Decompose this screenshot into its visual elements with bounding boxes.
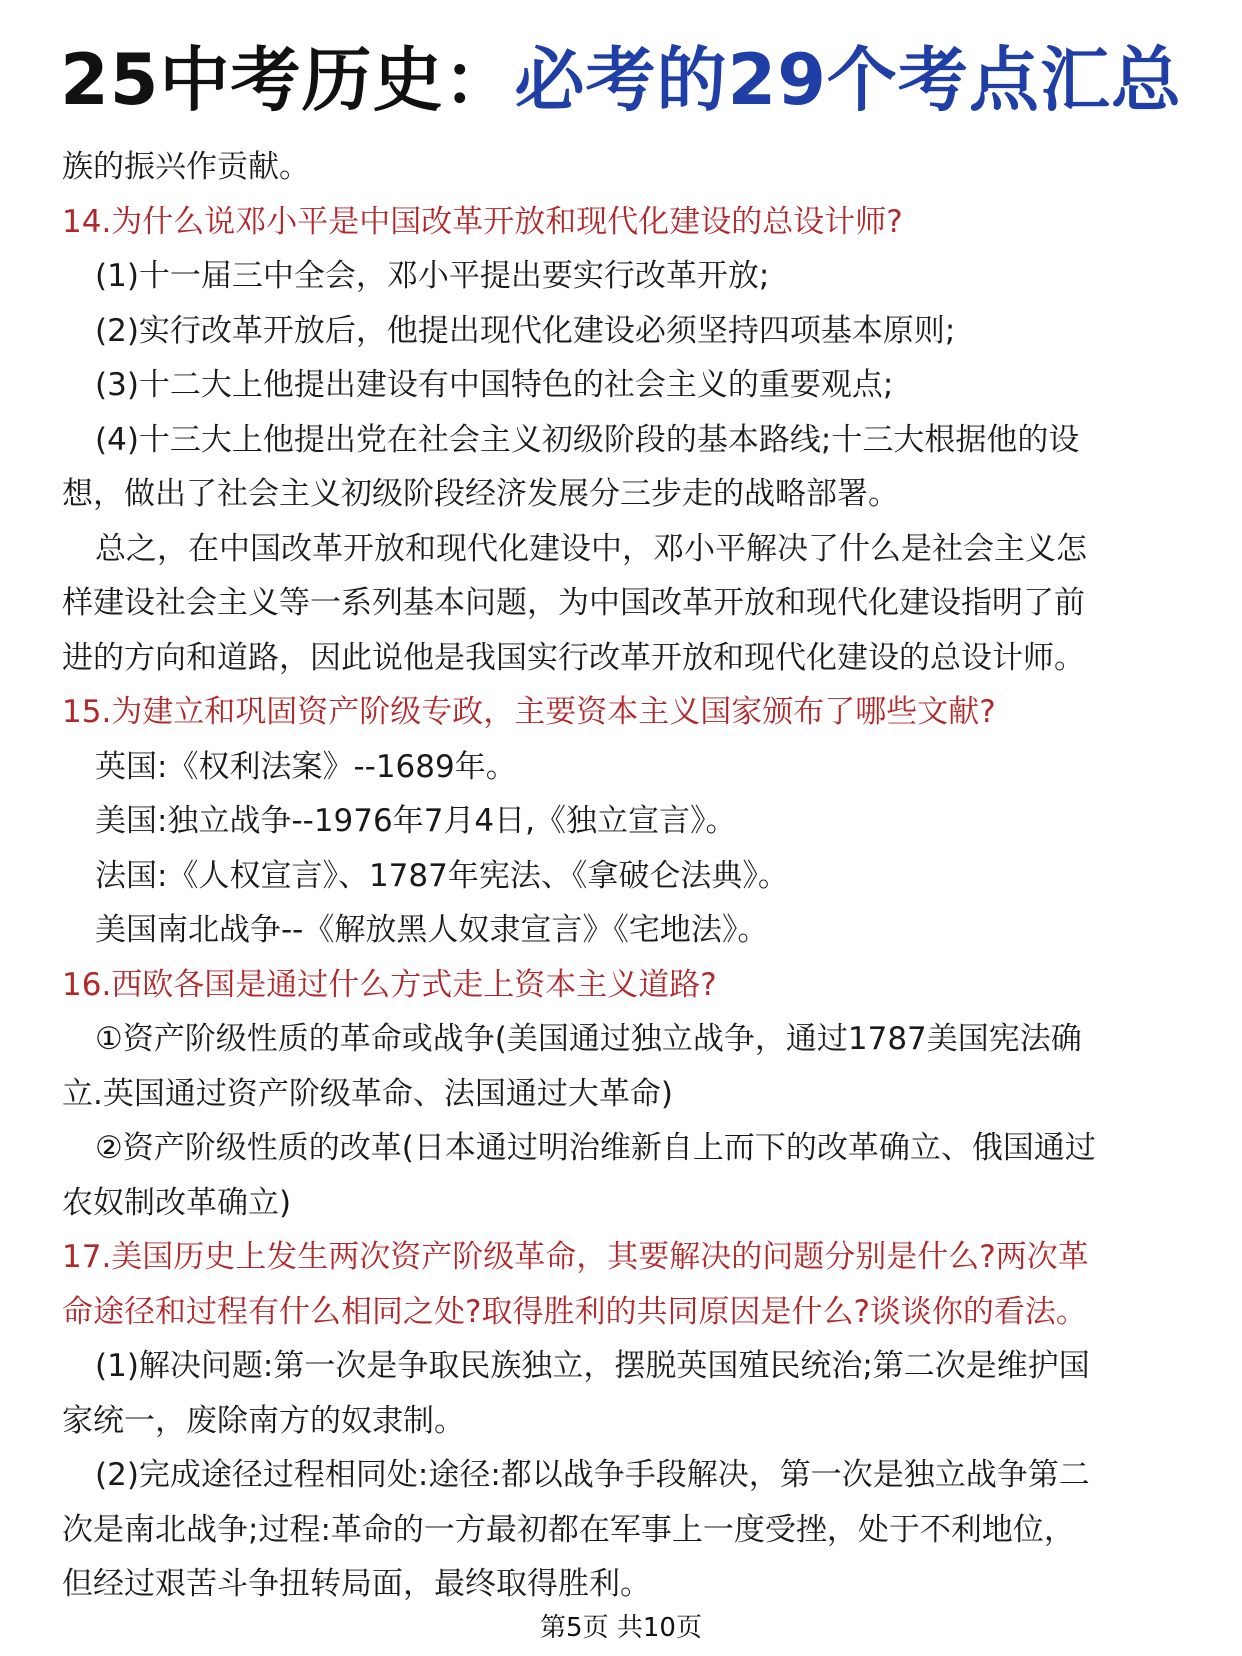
text-line: 美国:独立战争--1976年7月4日,《独立宣言》。 — [95, 803, 737, 839]
text-line: 法国:《人权宣言》、1787年宪法、《拿破仑法典》。 — [95, 857, 789, 894]
page-indicator: 第5页 共10页 — [540, 1613, 702, 1643]
text-line: (3)十二大上他提出建设有中国特色的社会主义的重要观点; — [95, 367, 894, 403]
title-prefix: 25中考历史： — [60, 39, 515, 121]
page-title — [0, 30, 1242, 130]
text-line: (4)十三大上他提出党在社会主义初级阶段的基本路线;十三大根据他的设 — [95, 421, 1080, 458]
text-line: 次是南北战争;过程:革命的一方最初都在军事上一度受挫，处于不利地位， — [62, 1511, 1075, 1548]
text-line: 农奴制改革确立) — [62, 1184, 292, 1221]
text-line: (2)完成途径过程相同处:途径:都以战争手段解决，第一次是独立战争第二 — [95, 1457, 1090, 1493]
text-line: (1)解决问题:第一次是争取民族独立，摆脱英国殖民统治;第二次是维护国 — [95, 1348, 1090, 1384]
question-line: 17.美国历史上发生两次资产阶级革命，其要解决的问题分别是什么?两次革 — [62, 1239, 1089, 1275]
document-body — [62, 140, 1192, 1612]
question-line: 命途径和过程有什么相同之处?取得胜利的共同原因是什么?谈谈你的看法。 — [62, 1293, 1087, 1330]
text-line: ①资产阶级性质的革命或战争(美国通过独立战争，通过1787美国宪法确 — [95, 1021, 1082, 1057]
text-line: 样建设社会主义等一系列基本问题，为中国改革开放和现代化建设指明了前 — [62, 585, 1085, 621]
text-line: (1)十一届三中全会，邓小平提出要实行改革开放; — [95, 258, 770, 294]
text-line: 家统一，废除南方的奴隶制。 — [62, 1402, 465, 1439]
text-line: 美国南北战争--《解放黑人奴隶宣言》《宅地法》。 — [95, 912, 769, 948]
text-line: 总之，在中国改革开放和现代化建设中，邓小平解决了什么是社会主义怎 — [95, 530, 1087, 567]
question-line: 15.为建立和巩固资产阶级专政，主要资本主义国家颁布了哪些文献? — [62, 694, 996, 730]
question-line: 16.西欧各国是通过什么方式走上资本主义道路? — [62, 966, 717, 1003]
text-line: 想，做出了社会主义初级阶段经济发展分三步走的战略部署。 — [62, 476, 899, 512]
text-line: 但经过艰苦斗争扭转局面，最终取得胜利。 — [62, 1566, 651, 1602]
title-main: 必考的29个考点汇总 — [514, 39, 1182, 121]
question-line: 14.为什么说邓小平是中国改革开放和现代化建设的总设计师? — [62, 203, 903, 240]
text-line: (2)实行改革开放后，他提出现代化建设必须坚持四项基本原则; — [95, 312, 956, 349]
text-line: 英国:《权利法案》--1689年。 — [95, 748, 517, 785]
text-line: 立.英国通过资产阶级革命、法国通过大革命) — [62, 1075, 673, 1112]
text-line: 进的方向和道路，因此说他是我国实行改革开放和现代化建设的总设计师。 — [62, 639, 1085, 676]
text-line: 族的振兴作贡献。 — [62, 149, 310, 185]
text-line: ②资产阶级性质的改革(日本通过明治维新自上而下的改革确立、俄国通过 — [95, 1130, 1096, 1166]
